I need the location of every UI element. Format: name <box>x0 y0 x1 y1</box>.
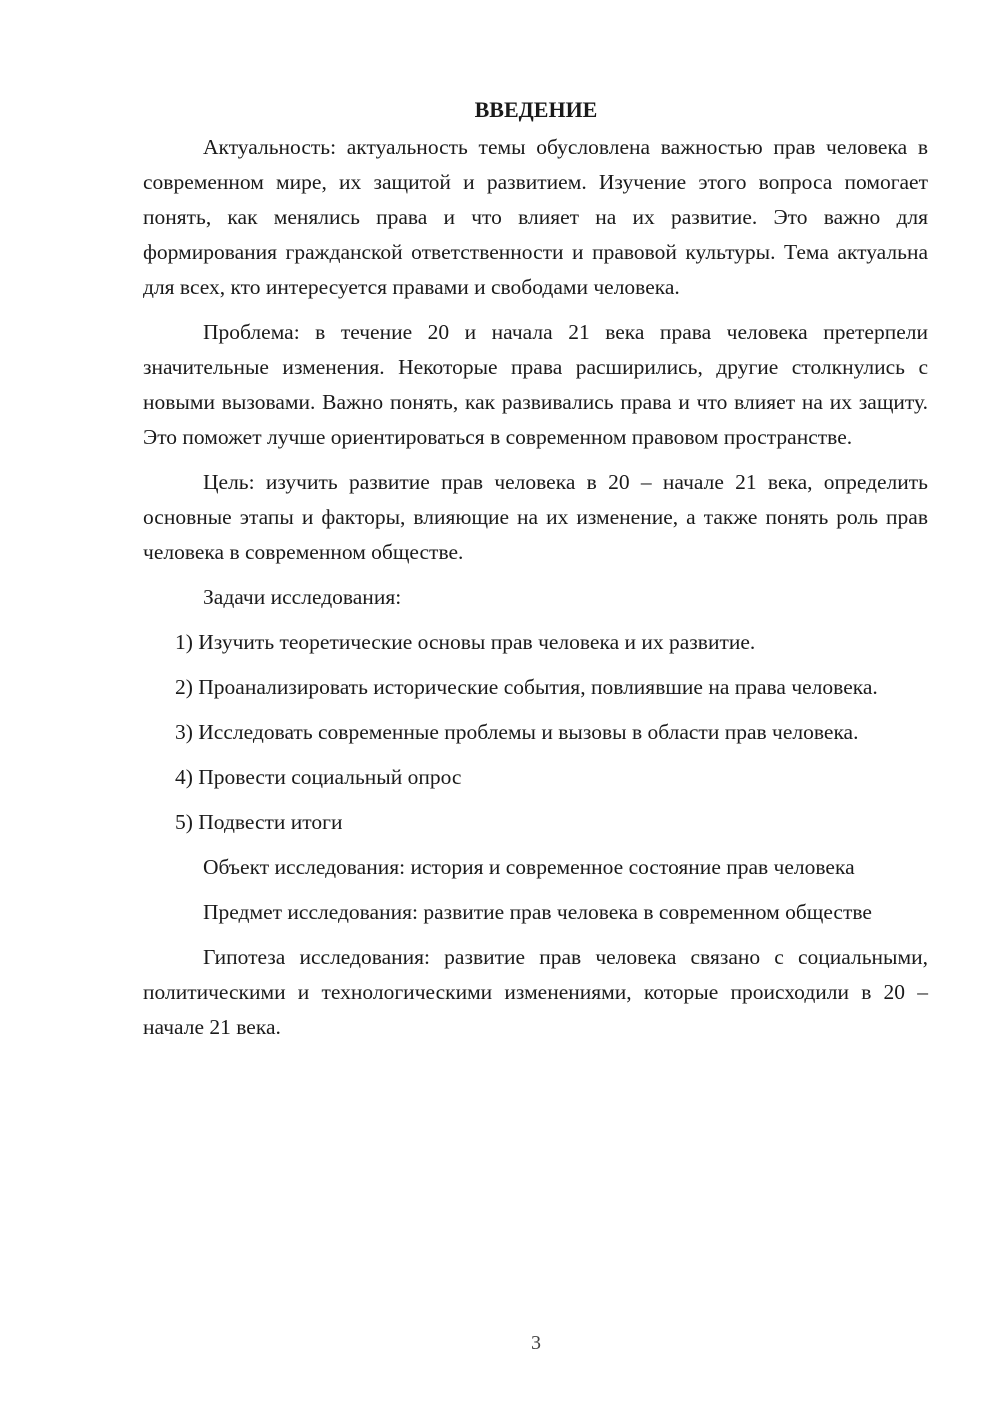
paragraph-problem: Проблема: в течение 20 и начала 21 века права человека претерпели значительные изменения. Некоторые права расширились, другие столкнулись с новыми вызовами. Важно понять, как развивались права и что влияет на их защиту. Это поможет лучше ориентироваться в современном правовом пространстве. <box>143 320 928 449</box>
list-item: 5) Подвести итоги <box>175 810 343 834</box>
list-item: 4) Провести социальный опрос <box>175 765 462 789</box>
tasks-list <box>143 625 928 840</box>
paragraph-hypothesis: Гипотеза исследования: развитие прав человека связано с социальными, политическими и технологическими изменениями, которые происходили в 20 – начале 21 века. <box>143 945 928 1039</box>
paragraph-goal: Цель: изучить развитие прав человека в 20 – начале 21 века, определить основные этапы и факторы, влияющие на их изменение, а также понять роль прав человека в современном обществе. <box>143 470 928 564</box>
tasks-heading: Задачи исследования: <box>203 585 402 609</box>
page-number: 3 <box>531 1332 541 1354</box>
list-item: 2) Проанализировать исторические события, повлиявшие на права человека. <box>175 675 878 699</box>
paragraph-subject: Предмет исследования: развитие прав человека в современном обществе <box>203 900 872 924</box>
paragraph-object: Объект исследования: история и современное состояние прав человека <box>203 855 855 879</box>
list-item: 1) Изучить теоретические основы прав человека и их развитие. <box>175 630 756 654</box>
list-item: 3) Исследовать современные проблемы и вызовы в области прав человека. <box>175 720 859 744</box>
document-page <box>143 92 928 1055</box>
page-title: ВВЕДЕНИЕ <box>474 97 598 122</box>
paragraph-relevance: Актуальность: актуальность темы обусловлена важностью прав человека в современном мире, их защитой и развитием. Изучение этого вопроса помогает понять, как менялись права и что влияет на их развитие. Это важно для формирования гражданской ответственности и правовой культуры. Тема актуальна для всех, кто интересуется правами и свободами человека. <box>143 135 928 299</box>
